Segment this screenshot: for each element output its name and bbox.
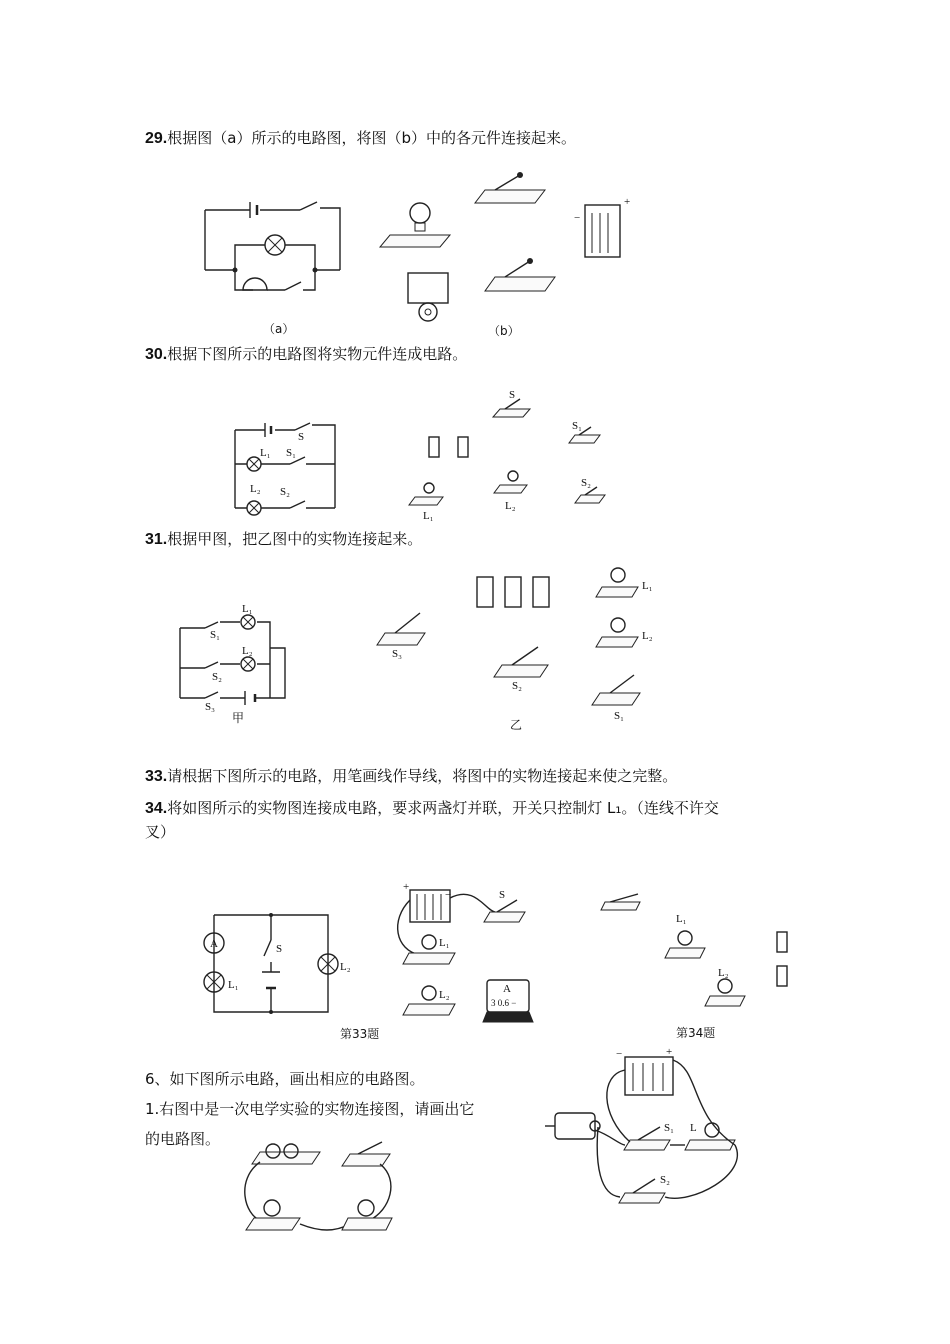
lamp-board — [380, 203, 450, 247]
label-s: S — [499, 889, 506, 901]
switch-s1 — [592, 675, 640, 722]
question-30 — [145, 343, 467, 366]
question-34 — [145, 797, 719, 820]
question-34-line2: 叉） — [145, 823, 176, 841]
label-s2: S₂ — [660, 1174, 670, 1186]
lamp-l1 — [409, 483, 443, 522]
question-number: 34. — [145, 800, 168, 817]
knife-switch — [475, 172, 545, 203]
question-text: 请根据下图所示的电路，用笔画线作导线，将图中的实物连接起来使之完整。 — [167, 767, 678, 785]
lamp-l1 — [596, 568, 653, 597]
switch-s2 — [619, 1174, 670, 1203]
ammeter-scale: 3 0.6 − — [491, 998, 517, 1008]
label-s1: S₁ — [286, 447, 296, 459]
switch-s2 — [575, 477, 605, 503]
minus-label: − — [574, 212, 581, 224]
lamp-l — [685, 1122, 735, 1150]
label-l: L — [690, 1122, 697, 1134]
label-s1: S₁ — [664, 1122, 674, 1134]
lamp-l1 — [403, 935, 455, 964]
label-l1: L₁ — [228, 979, 239, 991]
label-l2: L₂ — [505, 500, 516, 512]
label-l2: L₂ — [642, 630, 653, 642]
lamp-l2 — [705, 967, 745, 1006]
battery-box — [574, 196, 630, 257]
switch — [342, 1142, 390, 1166]
ammeter-label: A — [210, 938, 218, 950]
question-text: 根据图（a）所示的电路图，将图（b）中的各元件连接起来。 — [167, 129, 576, 147]
label-l1: L₁ — [439, 937, 450, 949]
caption-33: 第33题 — [340, 1027, 380, 1041]
label-l2: L₂ — [439, 989, 450, 1001]
question-number: 30. — [145, 346, 168, 363]
plus-label: + — [666, 1046, 673, 1058]
battery-cells — [429, 437, 468, 457]
battery-cells — [777, 932, 787, 986]
label-jia: 甲 — [232, 711, 245, 725]
label-yi: 乙 — [510, 718, 523, 732]
label-s: S — [298, 431, 305, 443]
switch-s1 — [569, 420, 600, 443]
plus-label: + — [403, 881, 410, 893]
label-s3: S₃ — [205, 701, 215, 713]
lamp-l2 — [596, 618, 653, 647]
label-l2: L₂ — [718, 967, 729, 979]
components-29b — [380, 165, 640, 345]
question-number: 31. — [145, 531, 168, 548]
circuit-diagram-29a — [195, 180, 355, 340]
question-1-line2: 的电路图。 — [145, 1130, 221, 1148]
switch-s1 — [624, 1122, 674, 1150]
components-33 — [395, 880, 565, 1040]
caption-34: 第34题 — [676, 1026, 716, 1040]
ammeter — [483, 980, 533, 1022]
circuit-diagram-31 — [160, 600, 300, 730]
knife-switch-2 — [485, 258, 555, 291]
lamp-l1 — [665, 913, 705, 958]
label-s2: S₂ — [512, 680, 522, 692]
question-number: 29. — [145, 130, 168, 147]
switch-s — [484, 889, 525, 922]
label-l2: L₂ — [250, 483, 261, 495]
label-l2: L₂ — [340, 961, 351, 973]
label-s2: S₂ — [212, 671, 222, 683]
label-s2: S₂ — [581, 477, 591, 489]
battery-holder — [252, 1144, 320, 1164]
question-number: 33. — [145, 768, 168, 785]
label-l2: L₂ — [242, 645, 253, 657]
lamp-1 — [246, 1200, 300, 1230]
minus-label: − — [616, 1048, 623, 1060]
components-31 — [370, 565, 670, 735]
ammeter-label: A — [503, 983, 511, 995]
circuit-diagram-33 — [200, 910, 380, 1045]
label-b: （b） — [488, 324, 520, 338]
question-text: 根据甲图，把乙图中的实物连接起来。 — [167, 530, 423, 548]
components-30 — [405, 385, 625, 525]
label-s2: S₂ — [280, 486, 290, 498]
lamp-l2 — [494, 471, 527, 512]
label-l1: L₁ — [423, 510, 434, 522]
minus-label: − — [445, 889, 452, 901]
question-1: 1.右图中是一次电学实验的实物连接图，请画出它 — [145, 1100, 475, 1118]
question-33 — [145, 765, 677, 788]
label-a: （a） — [263, 322, 295, 336]
battery-cells — [477, 577, 549, 607]
label-s: S — [276, 943, 283, 955]
components-q6 — [540, 1045, 760, 1215]
label-l1: L₁ — [260, 447, 271, 459]
question-text: 根据下图所示的电路图将实物元件连成电路。 — [167, 345, 468, 363]
lamp-2 — [342, 1200, 392, 1230]
electric-bell — [408, 273, 448, 321]
switch-s2 — [494, 647, 548, 692]
question-31 — [145, 528, 422, 551]
motor-icon — [545, 1113, 600, 1139]
components-34 — [590, 880, 810, 1045]
label-s1: S₁ — [210, 629, 220, 641]
question-29 — [145, 127, 576, 150]
question-text: 将如图所示的实物图连接成电路，要求两盏灯并联，开关只控制灯 L₁。（连线不许交 — [167, 799, 719, 817]
switch-s3 — [377, 613, 425, 660]
switch — [601, 894, 640, 910]
question-6: 6、如下图所示电路，画出相应的电路图。 — [145, 1070, 425, 1088]
label-s1: S₁ — [614, 710, 624, 722]
label-s1: S₁ — [572, 420, 582, 432]
label-l1: L₁ — [676, 913, 687, 925]
switch-s — [493, 389, 530, 417]
circuit-diagram-30 — [230, 420, 350, 520]
label-l1: L₁ — [242, 603, 253, 615]
lamp-l2 — [403, 986, 455, 1015]
components-q1 — [240, 1140, 400, 1240]
label-s: S — [509, 389, 516, 401]
label-l1: L₁ — [642, 580, 653, 592]
plus-label: + — [624, 196, 631, 208]
battery-box — [403, 881, 451, 922]
label-s3: S₃ — [392, 648, 402, 660]
